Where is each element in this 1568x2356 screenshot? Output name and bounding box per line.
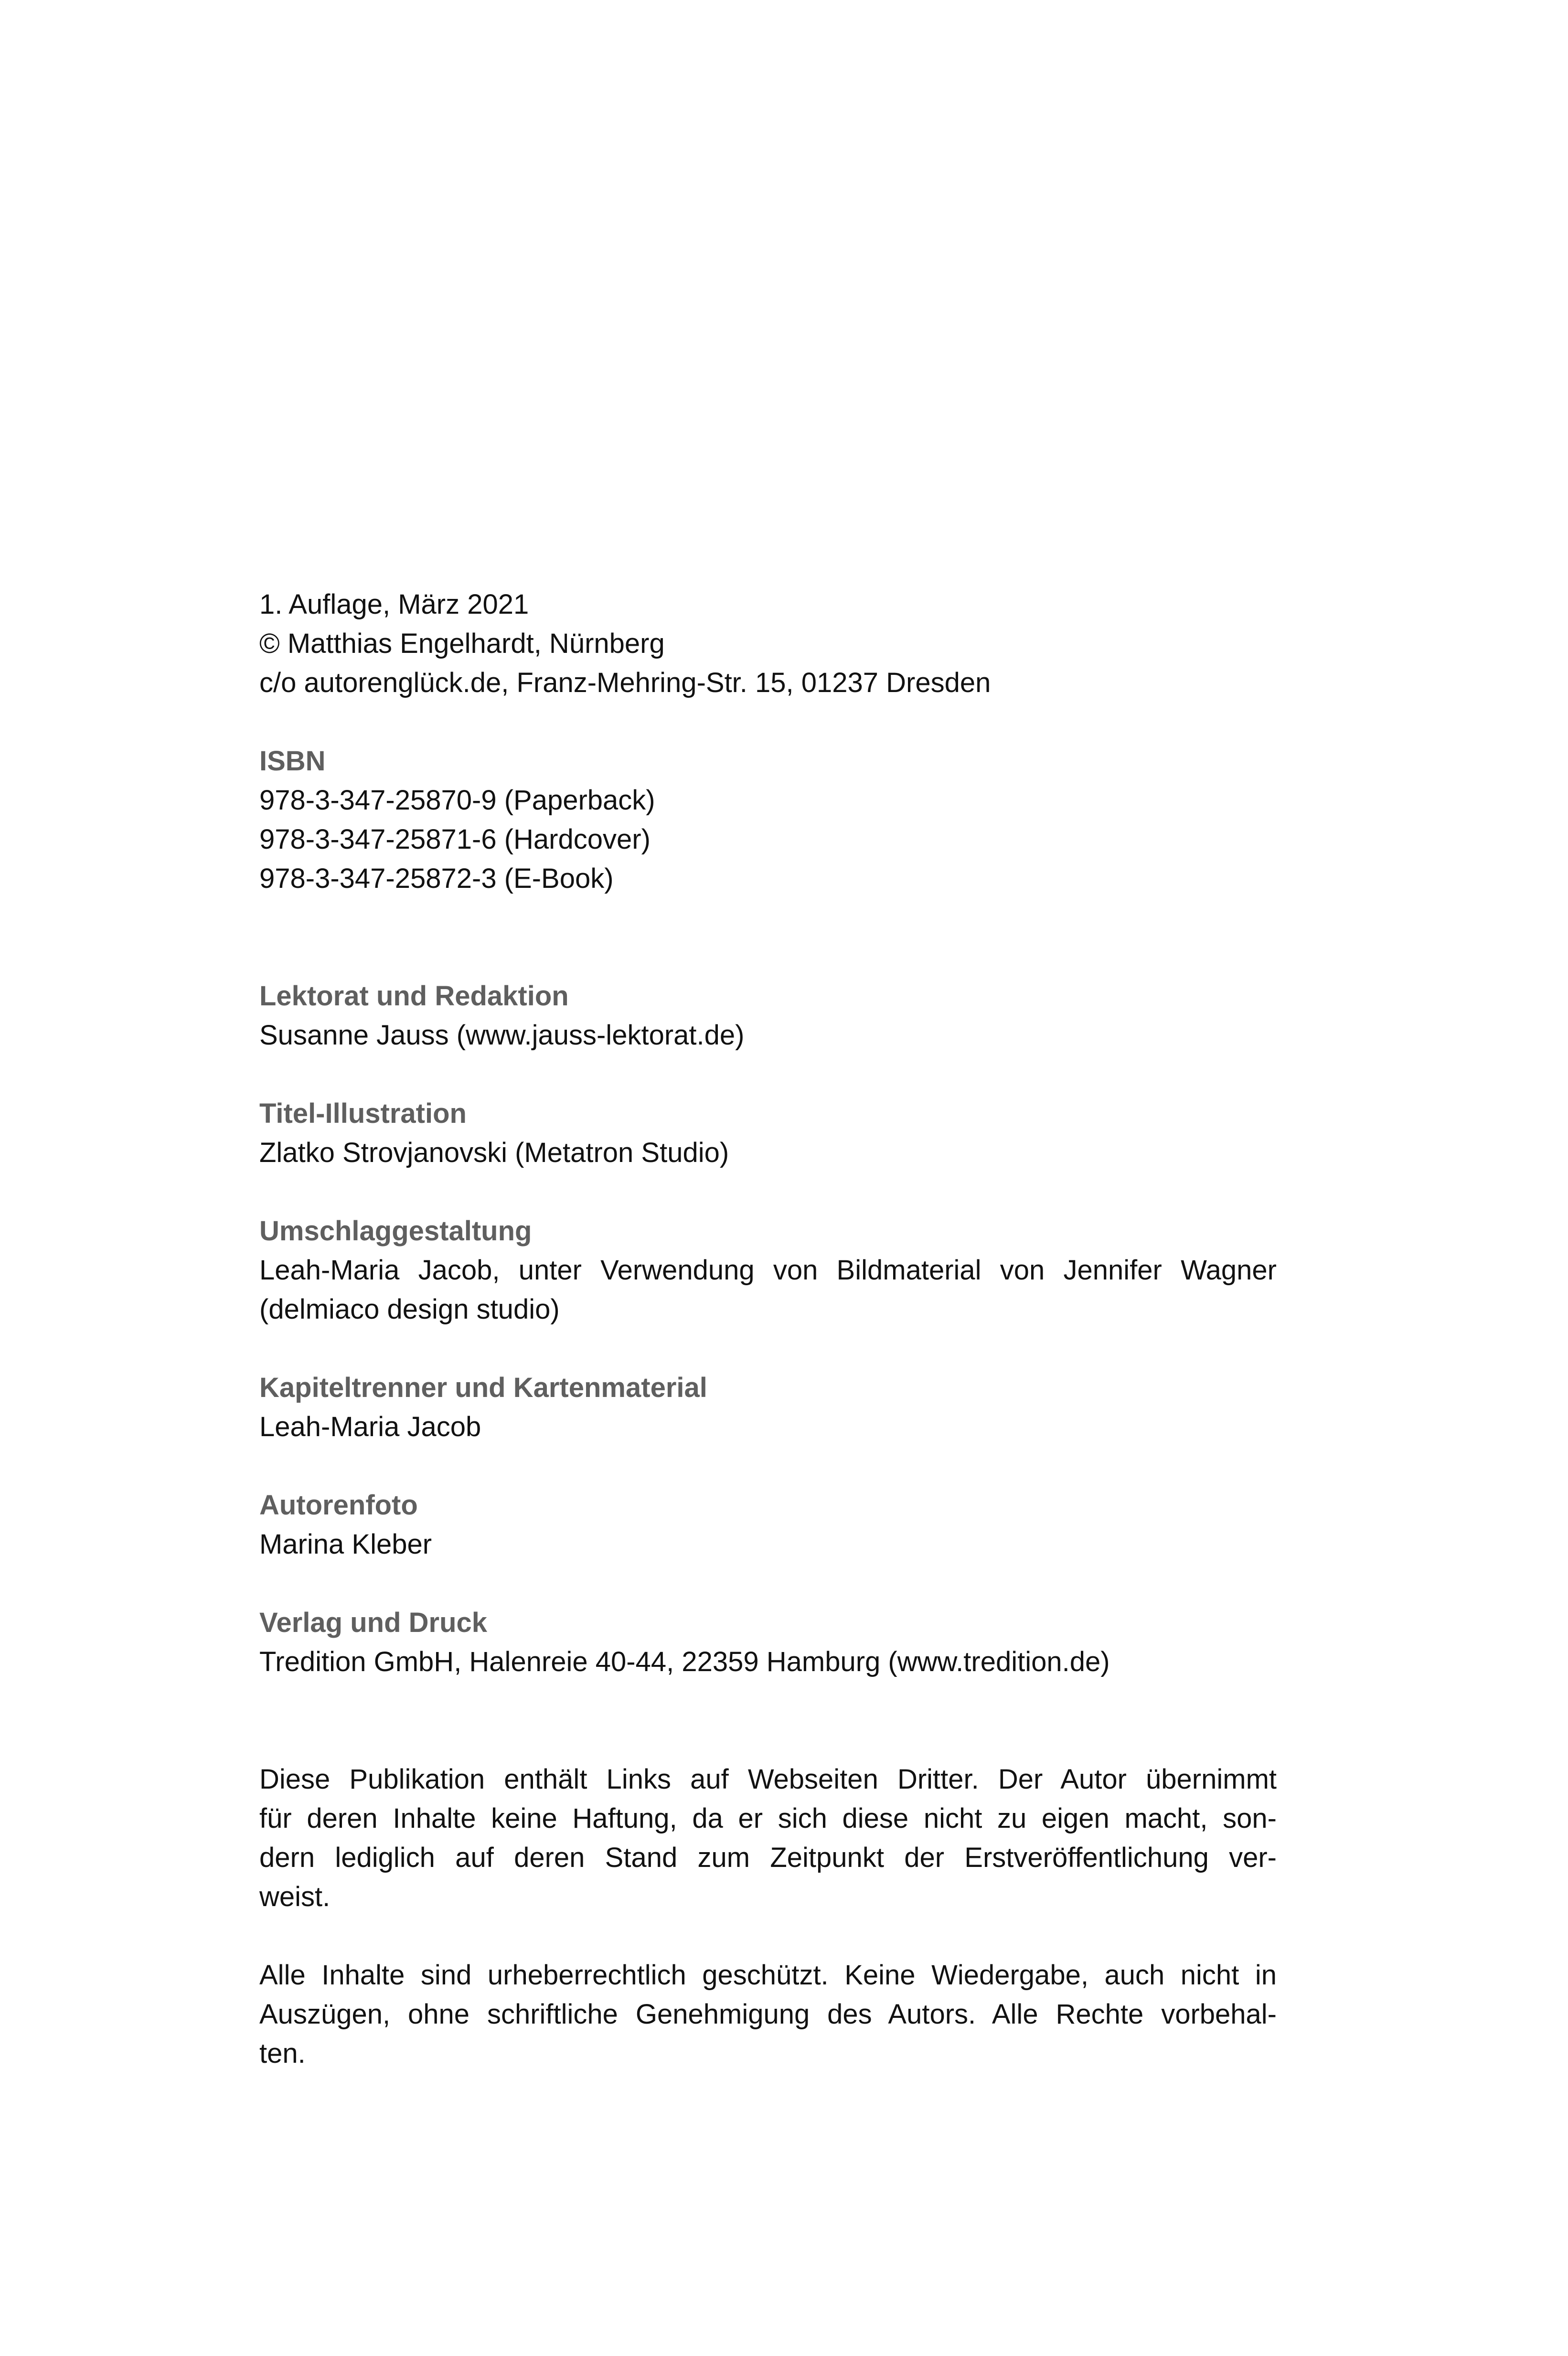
credit-value: Susanne Jauss (www.jauss-lektorat.de) [259,1020,745,1051]
isbn-paperback: 978-3-347-25870-9 (Paperback) [259,785,655,816]
credit-heading: Lektorat und Redaktion [259,981,569,1012]
credit-title-illustration [259,1094,1277,1173]
isbn-heading: ISBN [259,746,326,777]
disclaimer-line: dern lediglich auf deren Stand zum Zeitpunkt der Erstveröffentlichung ver- [259,1842,1277,1873]
credit-heading: Titel-Illustration [259,1098,467,1129]
disclaimer-line: Diese Publikation enthält Links auf Webseiten Dritter. Der Autor übernimmt [259,1764,1277,1795]
credit-value: Marina Kleber [259,1529,432,1560]
credit-value: Leah-Maria Jacob, unter Verwendung von Bildmaterial von Jennifer Wagner [259,1255,1277,1286]
copyright-line: Auszügen, ohne schriftliche Genehmigung des Autors. Alle Rechte vorbehal- [259,1999,1277,2030]
credit-heading: Umschlaggestaltung [259,1215,532,1247]
copyright-notice [259,1956,1277,2073]
credit-value: Leah-Maria Jacob [259,1411,481,1442]
edition-block [259,585,1277,703]
copyright-line: ten. [259,2038,306,2069]
isbn-block [259,742,1277,898]
credit-value: Tredition GmbH, Halenreie 40-44, 22359 Hamburg (www.tredition.de) [259,1646,1110,1677]
credit-heading: Autorenfoto [259,1490,418,1521]
credit-cover-design [259,1212,1277,1329]
edition-line: 1. Auflage, März 2021 [259,589,529,620]
isbn-hardcover: 978-3-347-25871-6 (Hardcover) [259,824,651,855]
copyright-line: Alle Inhalte sind urheberrechtlich geschützt. Keine Wiedergabe, auch nicht in [259,1960,1277,1991]
imprint-page [259,585,1277,2073]
credit-chapter-dividers [259,1368,1277,1447]
credit-editing [259,977,1277,1055]
disclaimer-line: weist. [259,1881,331,1912]
credit-value: (delmiaco design studio) [259,1294,560,1325]
credit-value: Zlatko Strovjanovski (Metatron Studio) [259,1137,729,1168]
copyright-holder-line: © Matthias Engelhardt, Nürnberg [259,628,665,659]
credit-heading: Verlag und Druck [259,1607,488,1638]
credit-publisher [259,1603,1277,1682]
disclaimer-line: für deren Inhalte keine Haftung, da er sich diese nicht zu eigen macht, son- [259,1803,1277,1834]
credit-heading: Kapiteltrenner und Kartenmaterial [259,1372,707,1403]
isbn-ebook: 978-3-347-25872-3 (E-Book) [259,863,614,894]
credit-author-photo [259,1486,1277,1564]
address-line: c/o autorenglück.de, Franz-Mehring-Str. 15, 01237 Dresden [259,667,991,698]
links-disclaimer [259,1760,1277,1917]
